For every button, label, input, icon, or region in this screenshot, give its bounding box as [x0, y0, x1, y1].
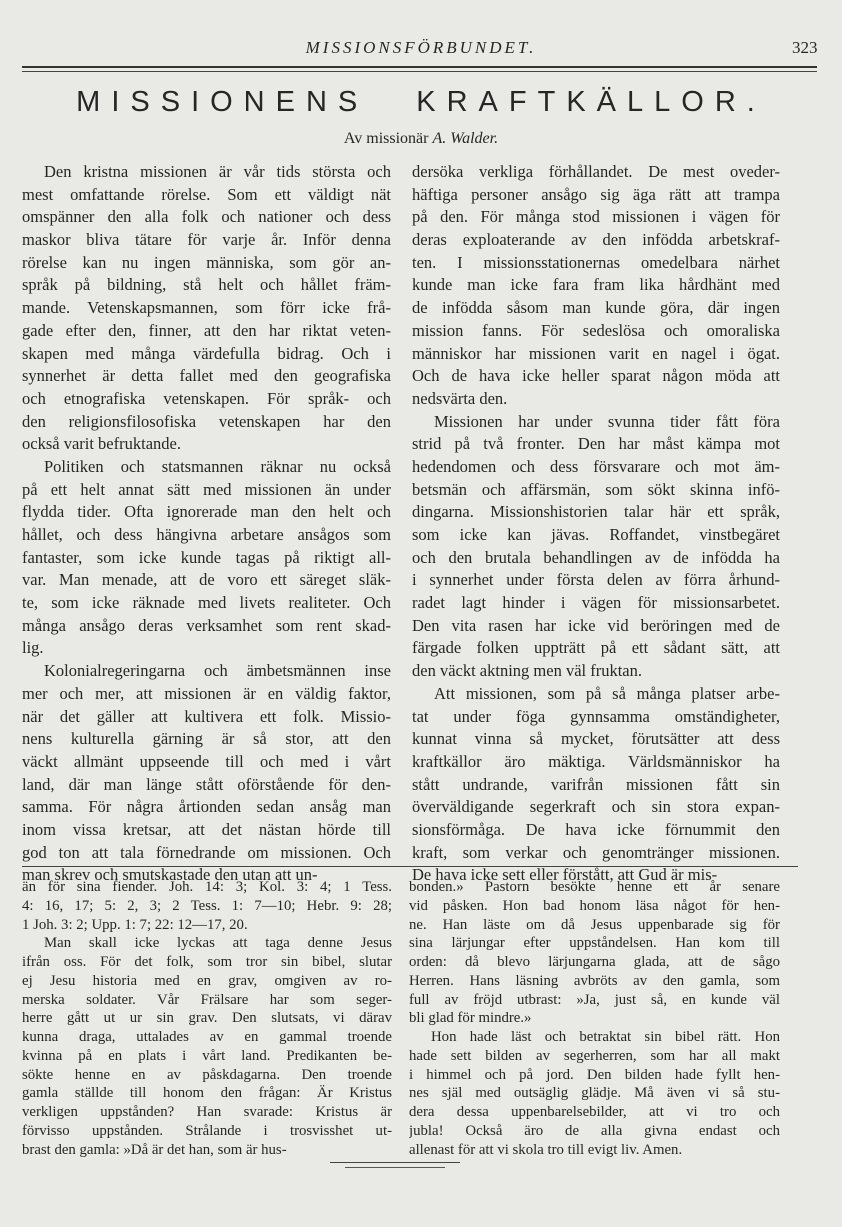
running-title: MISSIONSFÖRBUNDET.	[305, 38, 537, 57]
text-line: än för sina fiender. Joh. 14: 3; Kol. 3: 4; 1 Tess.	[22, 879, 392, 895]
column-top-left	[22, 161, 391, 887]
text-line: i himmel och på jord. Den bilden hade fyllt hen-	[409, 1066, 780, 1083]
text-line: Missionen har under svunna tider fått föra	[434, 411, 780, 431]
text-line: Man skall icke lyckas att taga denne Jesus	[44, 935, 392, 952]
text-line: färgade folken uppträtt på ett sådant sätt, att	[412, 638, 780, 658]
text-line: på ett helt annat sätt med missionen än under	[22, 479, 391, 499]
text-line: brast den gamla: »Då är det han, som är hus-	[22, 1141, 287, 1158]
text-line: mest omfattande rörelse. Som ett väldigt nät	[22, 184, 391, 204]
text-line: häftiga personer ansågo sig äga rätt att trampa	[412, 184, 780, 204]
text-line: Politiken och statsmannen räknar nu också	[44, 456, 391, 476]
text-line: mande. Vetenskapsmannen, som förr icke frå-	[22, 298, 391, 318]
text-line: överväldigande segerkraft och sin stora expan-	[412, 797, 780, 817]
text-line: dersöka verkliga förhållandet. De mest oveder-	[412, 162, 780, 181]
header-rule-thin	[22, 71, 817, 72]
text-line: dingarna. Missionshistorien talar här ett språk,	[412, 502, 780, 522]
text-line: Att missionen, som på så många platser arbe-	[434, 683, 780, 703]
text-line: rörelse kan nu ingen människa, som gör an-	[22, 252, 391, 272]
text-line: gade efter den, finner, att den har riktat veten-	[22, 320, 391, 340]
text-line: merska soldater. Vår Frälsare har som seger-	[22, 991, 392, 1008]
article-title	[52, 86, 790, 119]
text-line: land, där man länge stått oförstående för den-	[22, 774, 391, 794]
text-line: hedendomen och dess försvarare och mot äm-	[412, 456, 780, 476]
text-line: 1 Joh. 3: 2; Upp. 1: 7; 22: 12—17, 20.	[22, 916, 248, 933]
article-title-right: KRAFTKÄLLOR.	[416, 86, 766, 118]
text-line: maskor bliva tätare för varje år. Inför denna	[22, 230, 391, 250]
text-line: ten. I missionsstationernas omedelbara närhet	[412, 252, 780, 272]
text-line: ifrån oss. För det folk, som tror sin bibel, slutar	[22, 954, 392, 970]
text-line: människor har missionen varit en nagel i ögat.	[412, 343, 780, 363]
text-line: mer och mer, att missionen är en väldig faktor,	[22, 683, 391, 703]
text-line: jubla! Också äro de alla givna endast och	[409, 1122, 780, 1139]
text-line: som icke kan jävas. Roffandet, vinstbegäret	[412, 525, 780, 544]
byline	[344, 130, 498, 148]
text-line: dera dessa uppenbarelsebilder, att vi tro och	[409, 1104, 780, 1120]
text-line: också varit befruktande.	[22, 434, 181, 454]
text-line: lig.	[22, 638, 44, 658]
text-line: sina lärjungar efter uppståndelsen. Han kom till	[409, 935, 780, 952]
end-rule-thin	[345, 1167, 445, 1168]
text-line: stått undrande, varifrån missionen fått sin	[412, 774, 780, 794]
text-line: nes själ med outsäglig glädje. Må även vi så stu-	[409, 1085, 780, 1102]
text-line: många ansågo deras verksamhet som rent skad-	[22, 615, 391, 635]
text-line: kvinna på en plats i vårt land. Predikanten be-	[22, 1047, 392, 1064]
text-line: kraft, som verkar och genomtränger missionen.	[412, 842, 780, 862]
text-line: deras exploaterande av den infödda arbetskraf-	[412, 230, 780, 250]
text-line: gamla ställde till honom den frågan: Är Kristus	[22, 1085, 392, 1102]
text-line: betsmän och affärsmän, som sökt skinna infö-	[412, 479, 780, 499]
page-number: 323	[792, 38, 818, 57]
text-line: förvisso uppstånden. Strålande i trosvisshet ut-	[22, 1122, 392, 1139]
text-line: strid på två fronter. Den har måst kämpa mot	[412, 434, 780, 454]
text-line: sökte henne en av påskdagarna. Den troende	[22, 1066, 392, 1083]
text-line: herre gått ut ur sin grav. Den slutsats, vi därav	[22, 1010, 392, 1027]
text-line: hållet, och dess hängivna arbetare ansågos som	[22, 525, 391, 544]
text-line: omspänner den alla folk och nationer och dess	[22, 207, 391, 227]
text-line: Och de hava icke heller sparat någon möda att	[412, 366, 780, 386]
text-line: Den vita rasen har icke vid beröringen med de	[412, 615, 780, 635]
text-line: kunde man icke fara fram lika hårdhänt med	[412, 275, 780, 295]
text-line: den väckt aktning men väl fruktan.	[412, 661, 643, 681]
text-line: man skrev och smutskastade den utan att un-	[22, 865, 318, 885]
text-line: skapen med många värdefulla bidrag. Och i	[22, 343, 391, 363]
text-line: språk på bildning, stå helt och hållet främ-	[22, 275, 391, 295]
text-line: de infödda såsom man kunde göra, där ingen	[412, 298, 780, 318]
text-line: synnerhet är detta fallet med den geografiska	[22, 366, 391, 386]
column-bottom-left	[22, 878, 392, 1159]
text-line: sionsförmåga. De hava icke förnummit den	[412, 819, 780, 839]
text-line: ne. Han läste om då Jesus uppenbarade sig för	[409, 916, 780, 933]
text-line: te, som icke räknade med livets realiteter. Och	[22, 593, 391, 613]
text-line: De hava icke sett eller förstått, att Gud är mis-	[412, 865, 718, 885]
text-line: ej Jesu historia med en grav, omgiven av ro-	[22, 972, 392, 989]
text-line: samma. För några årtionden sedan ansåg man	[22, 797, 391, 817]
section-divider	[22, 866, 798, 867]
text-line: bonden.» Pastorn besökte henne ett år senare	[409, 879, 780, 895]
column-bottom-right	[409, 878, 780, 1159]
text-line: inom vissa kretsar, att det nästan hörde till	[22, 819, 391, 839]
text-line: vid påsken. Hon bad honom läsa något för hen-	[409, 897, 780, 914]
text-line: och den brutala behandlingen av de infödda ha	[412, 547, 780, 567]
text-line: allenast för att vi skola tro till evigt liv. Amen.	[409, 1141, 683, 1158]
end-rule	[330, 1162, 460, 1163]
column-top-right	[412, 161, 780, 887]
text-line: Kolonialregeringarna och ämbetsmännen inse	[44, 661, 391, 681]
text-line: kunna draga, uttalades av en gammal troende	[22, 1029, 392, 1045]
text-line: väckt allmänt uppseende till och med i vårt	[22, 751, 391, 771]
text-line: bli glad för mindre.»	[409, 1010, 532, 1027]
text-line: full av fröjd utbrast: »Ja, just så, en kunde väl	[409, 991, 780, 1008]
text-line: Herren. Hans läsning avbröts av den gamla, som	[409, 972, 780, 989]
text-line: fantaster, som icke kunde tagas på riktigt all-	[22, 547, 391, 567]
byline-author: A. Walder.	[432, 130, 499, 147]
text-line: hade sett bilden av segerherren, som har all makt	[409, 1047, 780, 1064]
text-line: och etnografiska vetenskapen. För språk- och	[22, 388, 391, 408]
header-rule	[22, 66, 817, 68]
text-line: var. Man menade, att de voro ett säreget släk-	[22, 570, 391, 590]
text-line: mission fanns. För sedeslösa och omoraliska	[412, 320, 780, 340]
text-line: i synnerhet under första delen av förra århund-	[412, 570, 780, 590]
text-line: kunnat vinna så mycket, förutsätter att dess	[412, 729, 780, 749]
text-line: flydda tider. Ofta ignorerade man den helt och	[22, 502, 391, 522]
text-line: nens kulturella gärning är så stor, att den	[22, 729, 391, 749]
text-line: kraftkällor äro mäktiga. Världsmänniskor ha	[412, 751, 780, 771]
text-line: orden: då blevo lärjungarna glada, att de sågo	[409, 954, 780, 970]
article-title-left: MISSIONENS	[76, 86, 369, 118]
text-line: radet lagt hinder i vägen för missionsarbetet.	[412, 593, 780, 613]
text-line: Den kristna missionen är vår tids största och	[44, 162, 391, 181]
byline-prefix: Av missionär	[343, 130, 429, 147]
text-line: god ton att tala förnedrande om missionen. Och	[22, 842, 391, 862]
text-line: verkligen uppstånden? Han svarade: Kristus är	[22, 1104, 392, 1120]
text-line: 4: 16, 17; 5: 2, 3; 2 Tess. 1: 7—10; Hebr. 9: 28;	[22, 897, 392, 914]
text-line: när det gäller att kultivera ett folk. Missio-	[22, 706, 391, 726]
text-line: nedsvärta den.	[412, 388, 508, 408]
text-line: på den. För många stod missionen i vägen för	[412, 207, 780, 227]
text-line: den religionsfilosofiska vetenskapen har den	[22, 411, 391, 431]
text-line: tat under föga gynnsamma omständigheter,	[412, 706, 780, 726]
text-line: Hon hade läst och betraktat sin bibel rätt. Hon	[431, 1029, 780, 1045]
